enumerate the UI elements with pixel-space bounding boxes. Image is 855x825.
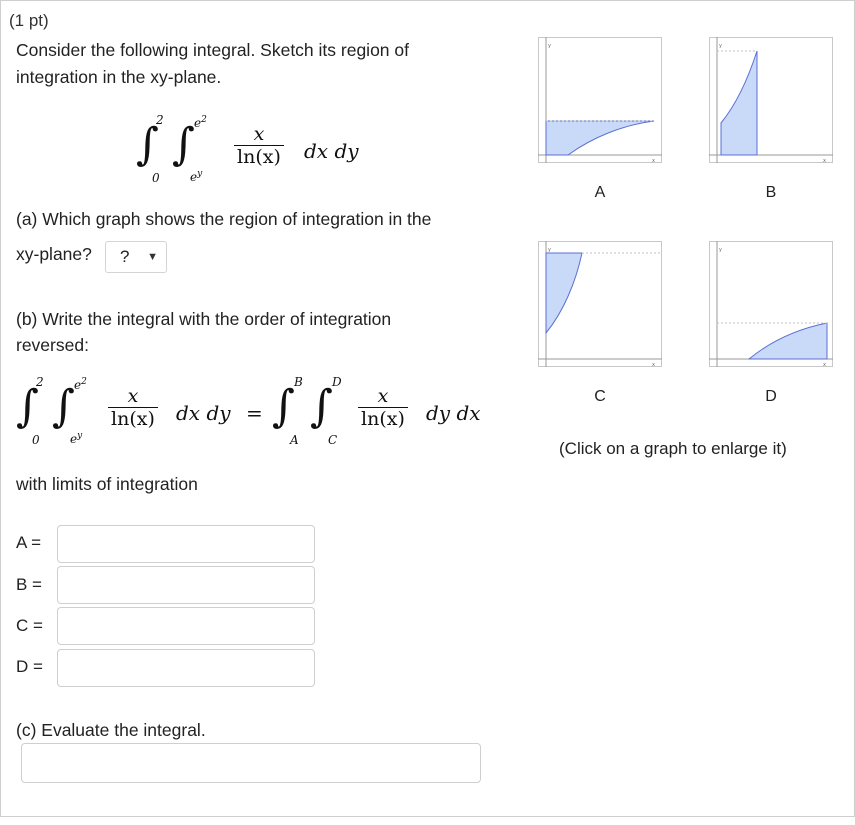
lhs-outer-upper: 2 bbox=[36, 375, 44, 389]
inner-upper-base: e bbox=[194, 116, 202, 130]
inner-lower-exp: y bbox=[197, 169, 203, 179]
enlarge-graph-note: (Click on a graph to enlarge it) bbox=[559, 439, 787, 458]
graph-b-caption: B bbox=[765, 184, 777, 201]
lhs-inner-upper-base: e bbox=[74, 378, 82, 392]
graph-b[interactable] bbox=[709, 37, 833, 163]
lhs-denominator: ln(x) bbox=[111, 408, 155, 430]
field-a-label: A = bbox=[16, 533, 42, 552]
lhs-numerator: x bbox=[108, 385, 158, 408]
part-b-line-2: reversed: bbox=[16, 335, 89, 355]
outer-upper-limit: 2 bbox=[156, 113, 164, 127]
lhs-inner-lower-base: e bbox=[70, 432, 78, 446]
svg-text:x: x bbox=[823, 362, 826, 367]
lhs-inner-upper-exp: 2 bbox=[81, 377, 87, 387]
outer-lower-limit: 0 bbox=[152, 171, 160, 185]
part-a-line-1: (a) Which graph shows the region of integration in the bbox=[16, 209, 432, 229]
rhs-outer-lower: A bbox=[290, 433, 299, 447]
limit-d-input[interactable] bbox=[57, 649, 315, 687]
intro-line-2: integration in the xy-plane. bbox=[16, 67, 222, 87]
evaluate-answer-input[interactable] bbox=[21, 743, 481, 783]
rhs-inner-lower: C bbox=[328, 433, 338, 447]
graph-c[interactable] bbox=[538, 241, 662, 367]
graph-d[interactable] bbox=[709, 241, 833, 367]
limit-c-input[interactable] bbox=[57, 607, 315, 645]
part-c-label: (c) Evaluate the integral. bbox=[16, 720, 206, 740]
rhs-inner-upper: D bbox=[332, 375, 342, 389]
integral-differentials: dx dy bbox=[304, 139, 359, 163]
limit-b-input[interactable] bbox=[57, 566, 315, 604]
field-c-label: C = bbox=[16, 616, 43, 635]
svg-text:y: y bbox=[719, 43, 722, 49]
svg-text:y: y bbox=[719, 247, 722, 253]
field-b-label: B = bbox=[16, 575, 42, 594]
rhs-numerator: x bbox=[358, 385, 408, 408]
chevron-down-icon: ▼ bbox=[147, 251, 158, 263]
intro-line-1: Consider the following integral. Sketch its region of bbox=[16, 40, 409, 60]
limit-a-input[interactable] bbox=[57, 525, 315, 563]
equals-sign: = bbox=[246, 401, 263, 425]
graph-select-value: ? bbox=[120, 247, 130, 266]
lhs-differentials: dx dy bbox=[176, 401, 231, 425]
lhs-inner-lower-exp: y bbox=[77, 431, 83, 441]
points-label: (1 pt) bbox=[9, 11, 49, 30]
svg-text:x: x bbox=[652, 362, 655, 367]
part-b-line-1: (b) Write the integral with the order of integration bbox=[16, 309, 392, 329]
rhs-denominator: ln(x) bbox=[361, 408, 405, 430]
integrand-denominator: ln(x) bbox=[237, 146, 281, 168]
part-a-line-2: xy-plane? bbox=[16, 244, 92, 264]
graph-c-caption: C bbox=[594, 388, 606, 405]
svg-text:x: x bbox=[823, 158, 826, 163]
graph-a-caption: A bbox=[594, 184, 606, 201]
inner-upper-exp: 2 bbox=[201, 115, 207, 125]
svg-text:y: y bbox=[548, 247, 551, 253]
lhs-outer-lower: 0 bbox=[32, 433, 40, 447]
reversed-integral-equation: ∫ 2 0 ∫ $e^2$ $e^y$ $\frac{x}{\ln(x)}$ dx dy = ∫ B A ∫ D C $\frac{x}{\ln(x)}$ dy dx bbox=[16, 375, 481, 447]
rhs-outer-upper: B bbox=[294, 375, 303, 389]
field-d-label: D = bbox=[16, 657, 43, 676]
inner-lower-base: e bbox=[190, 170, 198, 184]
graph-select-dropdown[interactable] bbox=[105, 241, 167, 273]
integrand-numerator: x bbox=[234, 123, 284, 146]
graph-a[interactable] bbox=[538, 37, 662, 163]
rhs-differentials: dy dx bbox=[426, 401, 481, 425]
svg-text:x: x bbox=[652, 158, 655, 163]
graph-d-caption: D bbox=[765, 388, 777, 405]
limits-label: with limits of integration bbox=[16, 474, 198, 494]
integral-expression: ∫ 2 0 ∫ $e^2$ $e^y$ $\frac{x}{\ln(x)}$ dx dy bbox=[136, 113, 359, 185]
svg-text:y: y bbox=[548, 43, 551, 49]
